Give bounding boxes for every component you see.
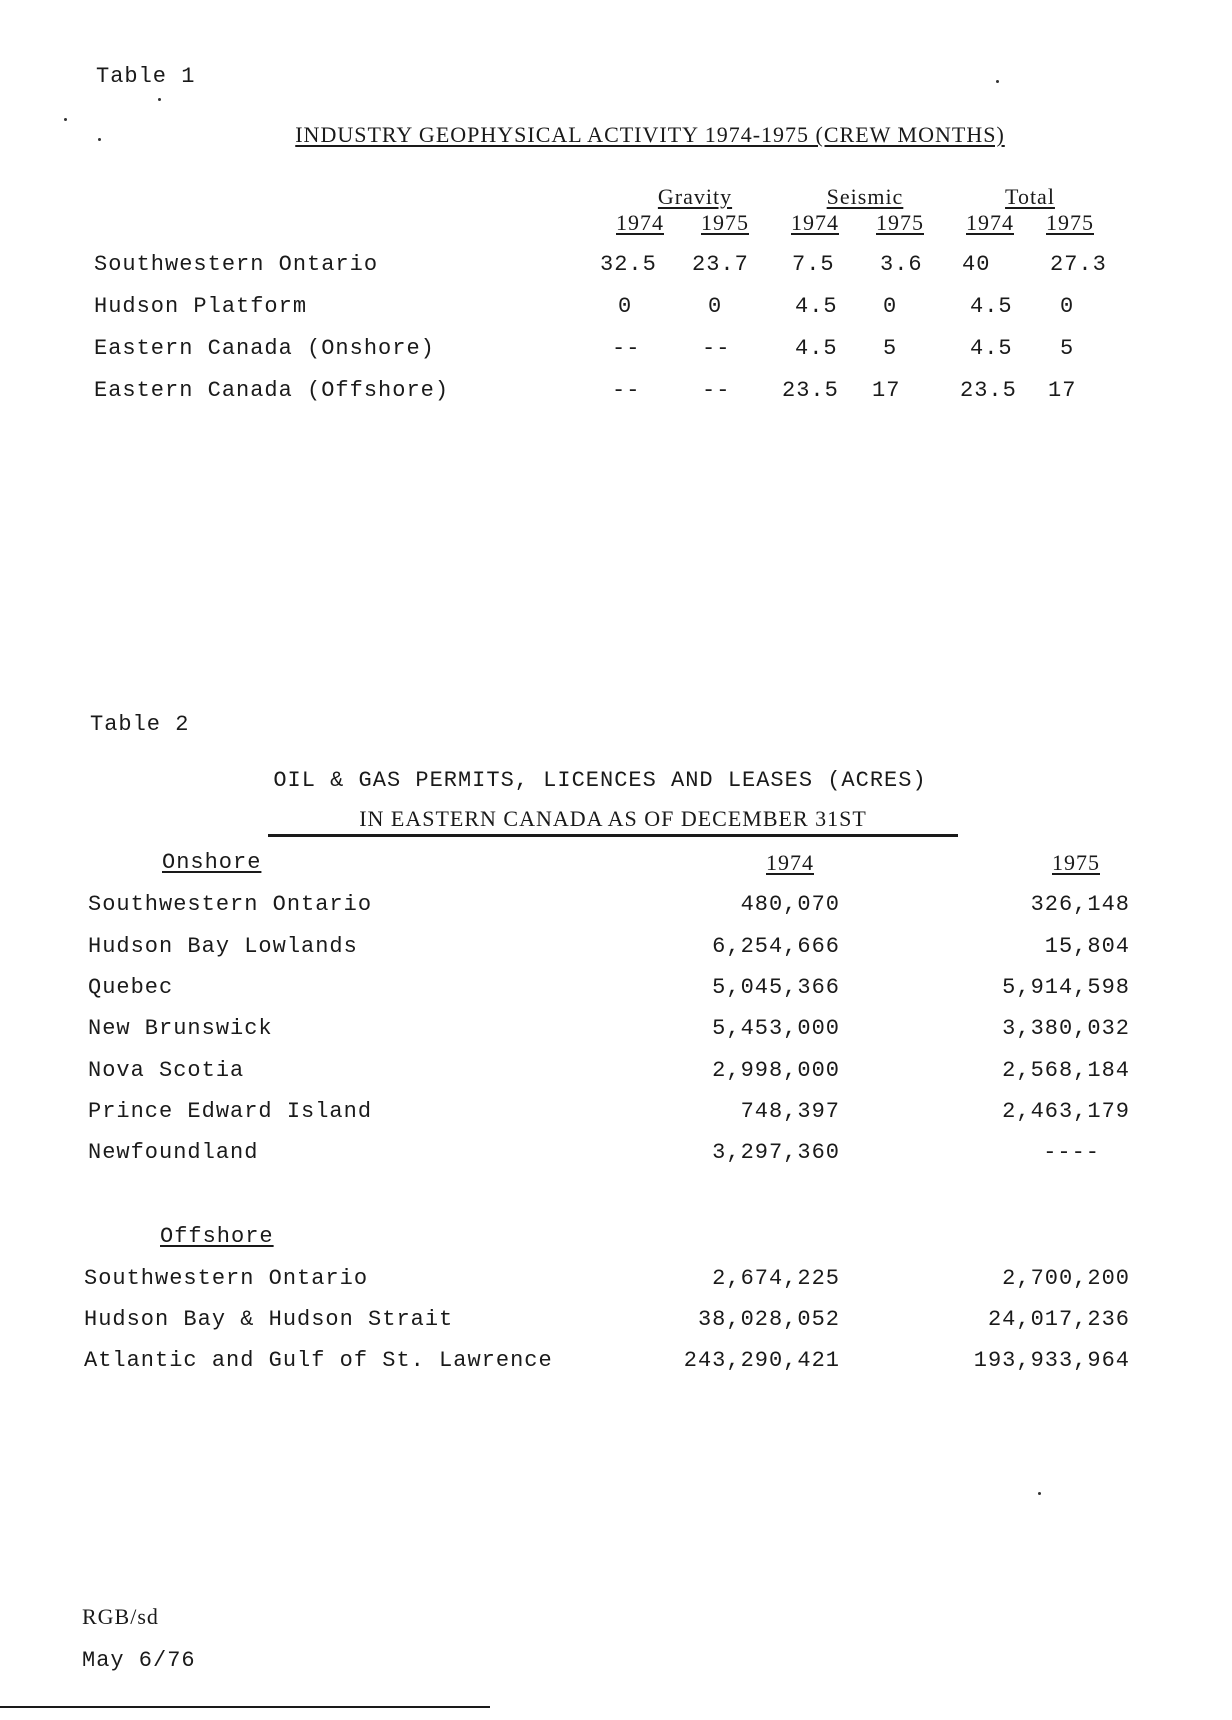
- table1-cell: 4.5: [970, 336, 1013, 361]
- offshore-cell-1975: 24,017,236: [987, 1307, 1130, 1332]
- onshore-heading: Onshore: [162, 850, 262, 875]
- table1-cell: 7.5: [792, 252, 835, 277]
- onshore-row-label: Nova Scotia: [88, 1058, 245, 1083]
- onshore-cell-1974: 3,297,360: [712, 1140, 840, 1165]
- table1-year-header: 1975: [701, 210, 749, 235]
- offshore-row-label: Southwestern Ontario: [84, 1266, 369, 1291]
- table1-cell: 3.6: [880, 252, 923, 277]
- table1-cell: 27.3: [1050, 252, 1107, 277]
- table1-row-label: Eastern Canada (Onshore): [94, 336, 435, 361]
- table1-cell: 17: [872, 378, 901, 403]
- table1-cell: 23.5: [782, 378, 839, 403]
- table1-cell: --: [702, 336, 731, 361]
- table1-year-header: 1975: [1046, 210, 1094, 235]
- table2-title-line1: OIL & GAS PERMITS, LICENCES AND LEASES (ACRES): [273, 768, 927, 793]
- table1-cell: 17: [1048, 378, 1077, 403]
- onshore-cell-1975: 5,914,598: [1002, 975, 1130, 1000]
- table2-label: Table 2: [90, 712, 190, 737]
- onshore-row-label: Newfoundland: [88, 1140, 259, 1165]
- table1-cell: --: [612, 378, 641, 403]
- scan-speck: [64, 118, 67, 121]
- table1-year-header: 1974: [791, 210, 839, 235]
- table1-cell: 40: [962, 252, 991, 277]
- onshore-cell-1974: 5,453,000: [712, 1016, 840, 1041]
- table1-cell: 5: [883, 336, 898, 361]
- table1-group-gravity: Gravity: [657, 184, 733, 209]
- table1-cell: 4.5: [795, 336, 838, 361]
- table1-group-seismic: Seismic: [826, 184, 904, 209]
- onshore-row-label: Hudson Bay Lowlands: [88, 934, 358, 959]
- onshore-cell-1975: ----: [1043, 1140, 1100, 1165]
- table2-title-line2: IN EASTERN CANADA AS OF DECEMBER 31ST: [359, 806, 867, 831]
- table1-cell: 32.5: [600, 252, 657, 277]
- onshore-cell-1974: 748,397: [740, 1099, 840, 1124]
- scan-speck: [158, 98, 161, 101]
- scan-speck: [996, 80, 999, 83]
- table1-cell: 0: [1060, 294, 1075, 319]
- footer-date: May 6/76: [82, 1648, 196, 1673]
- table2-year-1975: 1975: [1052, 850, 1100, 875]
- onshore-cell-1975: 2,568,184: [1002, 1058, 1130, 1083]
- scan-speck: [98, 138, 101, 141]
- table1-cell: --: [612, 336, 641, 361]
- footer-initials: RGB/sd: [82, 1604, 159, 1629]
- table1-cell: --: [702, 378, 731, 403]
- onshore-row-label: Quebec: [88, 975, 174, 1000]
- table1-cell: 5: [1060, 336, 1075, 361]
- onshore-cell-1975: 2,463,179: [1002, 1099, 1130, 1124]
- table1-label: Table 1: [96, 64, 196, 89]
- table1-row-label: Hudson Platform: [94, 294, 308, 319]
- table1-cell: 0: [708, 294, 723, 319]
- onshore-row-label: New Brunswick: [88, 1016, 273, 1041]
- table1-year-header: 1974: [616, 210, 664, 235]
- table2-year-1974: 1974: [766, 850, 814, 875]
- table1-cell: 23.7: [692, 252, 749, 277]
- onshore-cell-1974: 2,998,000: [712, 1058, 840, 1083]
- offshore-cell-1975: 2,700,200: [1002, 1266, 1130, 1291]
- table1-row-label: Eastern Canada (Offshore): [94, 378, 450, 403]
- table1-cell: 23.5: [960, 378, 1017, 403]
- onshore-cell-1975: 15,804: [1044, 934, 1130, 959]
- offshore-cell-1974: 243,290,421: [683, 1348, 840, 1373]
- offshore-row-label: Atlantic and Gulf of St. Lawrence: [84, 1348, 553, 1373]
- onshore-row-label: Prince Edward Island: [88, 1099, 373, 1124]
- table1-row-label: Southwestern Ontario: [94, 252, 379, 277]
- table1-group-total: Total: [1005, 184, 1055, 209]
- table1-cell: 0: [883, 294, 898, 319]
- table1-cell: 0: [618, 294, 633, 319]
- offshore-cell-1975: 193,933,964: [973, 1348, 1130, 1373]
- onshore-cell-1974: 480,070: [740, 892, 840, 917]
- table1-cell: 4.5: [970, 294, 1013, 319]
- onshore-cell-1975: 3,380,032: [1002, 1016, 1130, 1041]
- scan-speck: [1038, 1492, 1041, 1495]
- onshore-row-label: Southwestern Ontario: [88, 892, 373, 917]
- onshore-cell-1974: 5,045,366: [712, 975, 840, 1000]
- bottom-edge-rule: [0, 1706, 490, 1708]
- onshore-cell-1974: 6,254,666: [712, 934, 840, 959]
- onshore-cell-1975: 326,148: [1030, 892, 1130, 917]
- table2-title-rule: [268, 834, 958, 837]
- offshore-row-label: Hudson Bay & Hudson Strait: [84, 1307, 454, 1332]
- table1-title: INDUSTRY GEOPHYSICAL ACTIVITY 1974-1975 (CREW MONTHS): [295, 122, 1005, 147]
- table1-year-header: 1975: [876, 210, 924, 235]
- offshore-heading: Offshore: [160, 1224, 274, 1249]
- offshore-cell-1974: 2,674,225: [712, 1266, 840, 1291]
- table1-cell: 4.5: [795, 294, 838, 319]
- table1-year-header: 1974: [966, 210, 1014, 235]
- offshore-cell-1974: 38,028,052: [697, 1307, 840, 1332]
